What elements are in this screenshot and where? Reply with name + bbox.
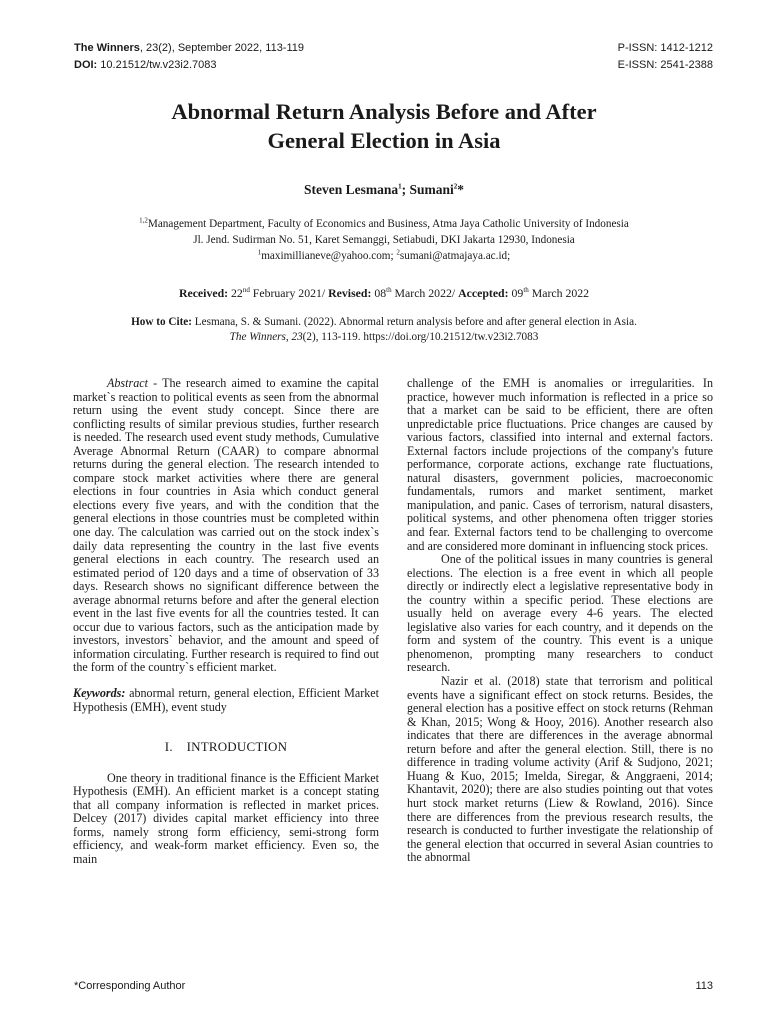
doi-line (74, 57, 304, 74)
received-label: Received: (178, 286, 229, 300)
corresponding-star: * (457, 182, 465, 197)
affiliation-line-1 (0, 216, 768, 232)
p-issn: P-ISSN: 1412-1212 (617, 42, 713, 54)
email-1-sup: 1 (257, 248, 262, 257)
cite-line-1 (0, 315, 768, 330)
left-column (73, 377, 379, 867)
accepted-rest: March 2022 (528, 286, 590, 300)
email-1[interactable]: maximillianeve@yahoo.com; (261, 250, 397, 262)
running-header-left (74, 40, 304, 73)
paper-title (0, 97, 768, 155)
body-paragraph-3: Nazir et al. (2018) state that terrorism and political events have a significant effect on stock returns. Besides, the general election has a positive effect on stock returns (Rehman & Khan, 2015; Wong & Hooy, 2016). Another research also indicates that there are differences in the average abnormal return before and after the general election. Still, there is no difference in trading volume activity (Arif & Sudjono, 2021; Huang & Kuo, 2015; Imelda, Siregar, & Anggraeni, 2014; Khantavit, 2020); there are also studies pointing out that votes hurt stock market returns (Liew & Rowland, 2016). Since there are differences from the previous research results, the research is conducted to further investigate the relationship of the general election that occurred in several Asian countries to the abnormal (407, 674, 713, 865)
cite-text: Lesmana, S. & Sumani. (2022). Abnormal return analysis before and after general election in Asia. (192, 316, 637, 328)
cite-rest[interactable]: (2), 113-119. https://doi.org/10.21512/tw.v23i2.7083 (302, 330, 539, 343)
keywords-paragraph (73, 687, 379, 714)
accepted-day: 09 (508, 286, 524, 300)
accepted-sup: th (523, 286, 529, 295)
doi-value: 10.21512/tw.v23i2.7083 (97, 58, 217, 71)
section-heading: I. INTRODUCTION (164, 739, 288, 755)
author-1-sup: 1 (398, 182, 402, 191)
author-list (0, 182, 768, 198)
author-2: ; Sumani (401, 182, 454, 197)
abstract-label: Abstract (107, 376, 148, 390)
revised-rest: March 2022/ (391, 286, 459, 300)
author-1: Steven Lesmana (303, 182, 399, 197)
journal-citation-line (74, 40, 304, 57)
right-column (407, 377, 713, 865)
email-line (0, 248, 768, 264)
running-header-right (618, 40, 713, 73)
abstract-text: - The research aimed to examine the capital market`s reaction to political events as seen from the abnormal return using the event study concept. Since there are conflicting results of similar previous studies, further research is needed. The research used event study methods, Cumulative Average Abnormal Return (CAAR) to compare abnormal returns during the general election. The research intended to compare stock market activities where there are general elections in four countries in Asia which conduct general elections every five years, and with the condition that the general elections in those countries must be completed within one day. The calculation was carried out on the stock index`s daily data representing the country in the last five events general elections in each country. The research used an estimated period of 120 days and a time of observation of 33 days. Research shows no significant difference between the average abnormal returns before and after the general election event in the last five events for all the countries tested. It can occur due to various factors, such as the anticipation made by investors, investors` behavior, and the amount and speed of information circulating. Further research is required to find out the form of the country`s efficient market. (73, 376, 379, 675)
article-dates (0, 286, 768, 301)
received-rest: February 2021/ (249, 286, 329, 300)
cite-line-2 (0, 330, 768, 345)
title-line-1: Abnormal Return Analysis Before and After (171, 99, 597, 124)
title-line-2: General Election in Asia (267, 128, 501, 153)
body-paragraph-2: One of the political issues in many countries is general elections. The election is a free event in which all people directly or indirectly elect a legislative representative body in the country within a specific period. These elections are usually held on average every 4-6 years. The elected legislative also varies for each country, and it depends on the form and system of the country. This event is a unique phenomenon, prompting many researchers to conduct research. (407, 552, 713, 675)
body-paragraph-1: challenge of the EMH is anomalies or irregularities. In practice, however much information is reflected in a price so that a market can be said to be efficient, there are often unpredictable price fluctuations. Price changes are caused by various factors, classified into internal and external factors. External factors include projections of the company's future performance, corporate actions, exchange rate fluctuations, natural disasters, government policies, macroeconomic fundamentals, rumors and market sentiment, market manipulation, and panic. Cases of terrorism, natural disasters, political systems, and other phenomena often trigger stories and fear. External factors tend to be challenging to overcome and are considered more dominant in influencing stock prices. (407, 376, 713, 553)
received-day: 22 (228, 286, 243, 300)
email-2-sup: 2 (396, 248, 400, 257)
e-issn: E-ISSN: 2541-2388 (617, 58, 713, 71)
doi-label: DOI: (74, 58, 98, 71)
journal-issue: , 23(2), September 2022, 113-119 (139, 42, 305, 54)
accepted-label: Accepted: (458, 286, 509, 300)
revised-day: 08 (371, 286, 387, 300)
keywords-text: abnormal return, general election, Efficient Market Hypothesis (EMH), event study (73, 686, 379, 714)
abstract-paragraph (73, 377, 379, 675)
revised-sup: th (386, 286, 392, 295)
page-number: 113 (695, 980, 713, 992)
revised-label: Revised: (328, 286, 372, 300)
journal-name: The Winners (74, 42, 140, 54)
affiliation-line-2: Jl. Jend. Sudirman No. 51, Karet Semanggi, Setiabudi, DKI Jakarta 12930, Indonesia (193, 234, 575, 246)
cite-journal: The Winners, 23 (229, 330, 303, 343)
affiliation-block (0, 216, 768, 264)
affiliation-text: Management Department, Faculty of Economics and Business, Atma Jaya Catholic University of Indonesia (147, 218, 629, 230)
footnote-corresponding: *Corresponding Author (74, 980, 186, 992)
keywords-label: Keywords: (73, 686, 126, 701)
cite-label: How to Cite: (131, 316, 192, 328)
intro-paragraph: One theory in traditional finance is the Efficient Market Hypothesis (EMH). An efficient market is a concept stating that all company information is reflected in market prices. Delcey (2017) divides capital market efficiency into three forms, namely strong form efficiency, semi-strong form efficiency, and weak-form market efficiency. Even so, the main (73, 770, 379, 866)
received-sup: nd (242, 286, 250, 295)
affiliation-sup: 1,2 (139, 216, 148, 225)
email-2[interactable]: sumani@atmajaya.ac.id; (399, 250, 511, 262)
author-2-sup: 2 (453, 182, 458, 191)
how-to-cite (0, 315, 768, 344)
